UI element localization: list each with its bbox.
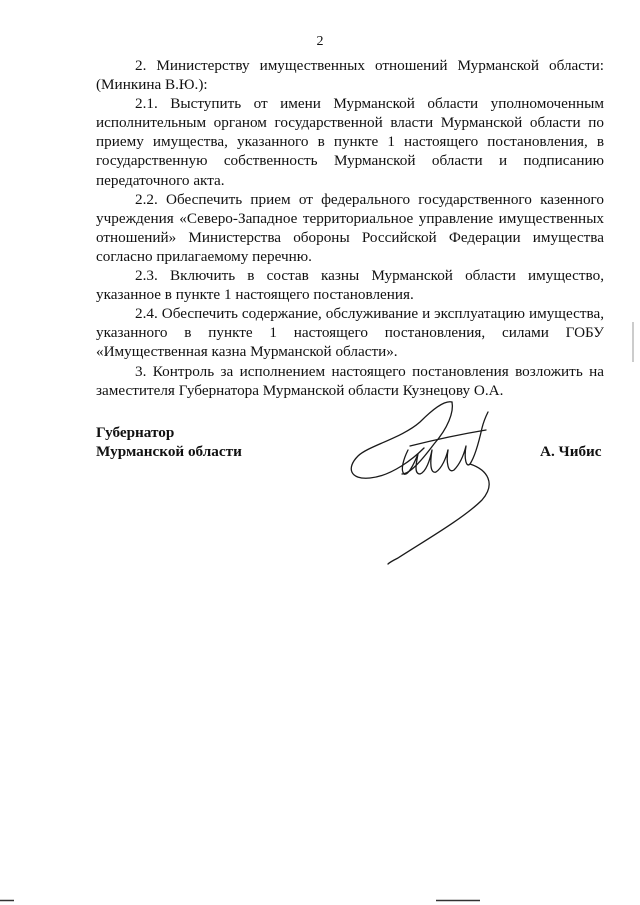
paragraph-2-3: 2.3. Включить в состав казны Мурманской области имущество, указанное в пункте 1 настоящего постановления. — [96, 267, 604, 304]
paragraph-2: 2. Министерству имущественных отношений Мурманской области: (Минкина В.Ю.): — [96, 57, 604, 94]
paragraph-2-4: 2.4. Обеспечить содержание, обслуживание и эксплуатацию имущества, указанного в пункте 1 настоящего постановления, силами ГОБУ «Имущественная казна Мурманской области». — [96, 305, 604, 361]
handwritten-signature — [340, 388, 540, 568]
page-edge-mark-left — [0, 899, 14, 902]
page-edge-mark-right — [436, 899, 480, 902]
signatory-name: А. Чибис — [540, 443, 602, 460]
paragraph-2-2: 2.2. Обеспечить прием от федерального государственного казенного учреждения «Северо-Западное территориальное управление имущественных отношений» Министерства обороны Российской Федерации имущества согласно прилагаемому перечню. — [96, 190, 604, 265]
signatory-title — [96, 423, 242, 461]
signatory-title-line2: Мурманской области — [96, 443, 242, 460]
page-number: 2 — [316, 34, 324, 49]
document-body — [96, 56, 604, 400]
paragraph-2-1: 2.1. Выступить от имени Мурманской области уполномоченным исполнительным органом государственной власти Мурманской области по приему имущества, указанного в пункте 1 настоящего постановления, в государственную собственность Мурманской области и подписанию передаточного акта. — [96, 95, 604, 189]
paragraph-3: 3. Контроль за исполнением настоящего постановления возложить на заместителя Губернатора Мурманской области Кузнецову О.А. — [96, 362, 604, 399]
margin-mark — [632, 322, 634, 362]
signatory-title-line1: Губернатор — [96, 424, 175, 441]
